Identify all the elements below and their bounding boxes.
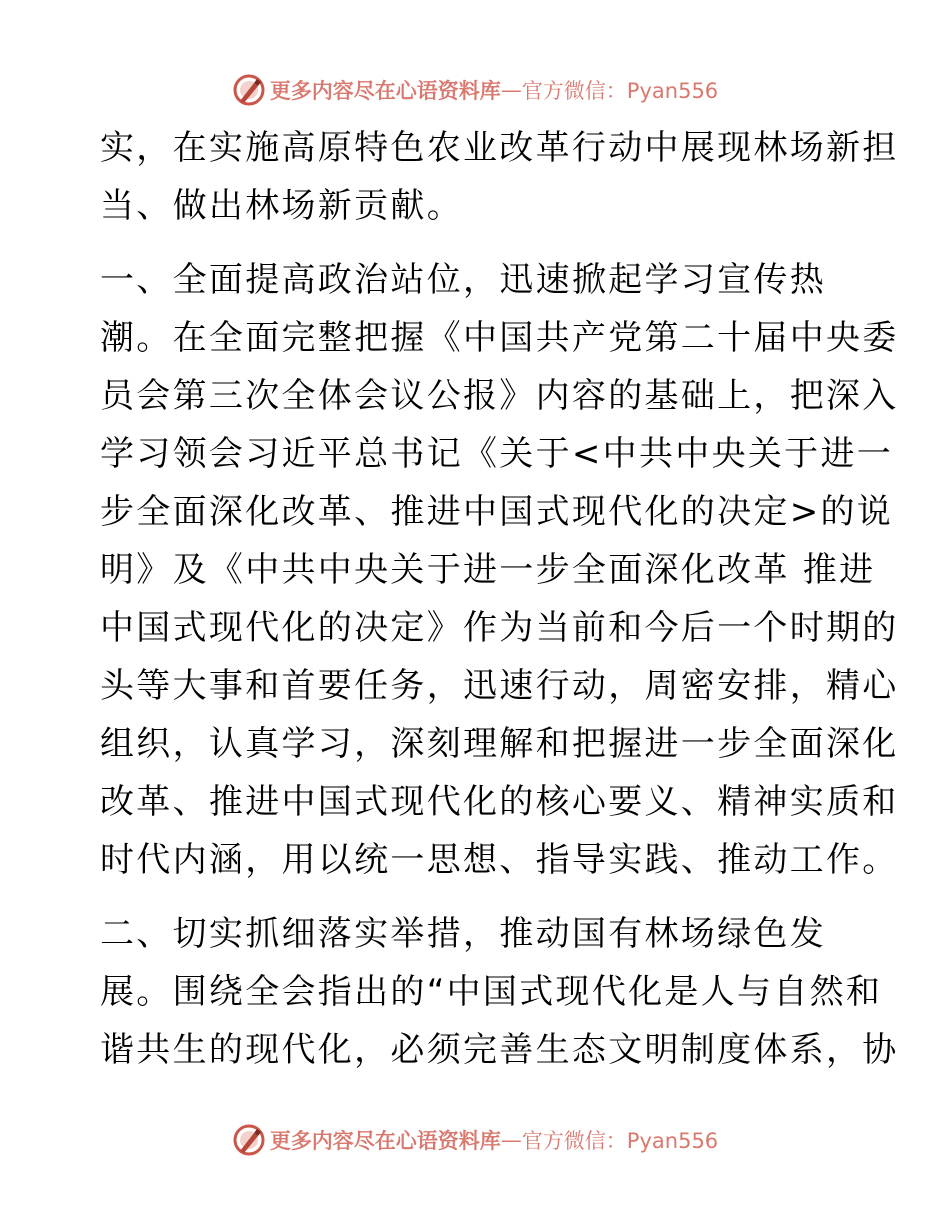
body-line: 谐共生的现代化，必须完善生态文明制度体系，协 [100, 1030, 899, 1070]
watermark-main-text: 更多内容尽在心语资料库 [269, 78, 501, 103]
watermark-separator: — [500, 1128, 522, 1152]
body-line: 一、全面提高政治站位，迅速掀起学习宣传热 [100, 260, 826, 300]
seal-pen-logo-icon [232, 1123, 266, 1157]
body-line: 员会第三次全体会议公报》内容的基础上，把深入 [100, 376, 899, 416]
body-line: 学习领会习近平总书记《关于<中共中央关于进一 [100, 434, 894, 474]
body-line: 展。围绕全会指出的“中国式现代化是人与自然和 [100, 972, 883, 1012]
watermark-wechat-text: 官方微信：Pyan556 [521, 79, 719, 103]
body-line: 明》及《中共中央关于进一步全面深化改革 推进 [100, 550, 876, 590]
body-line: 头等大事和首要任务，迅速行动，周密安排，精心 [100, 666, 899, 706]
body-line: 时代内涵，用以统一思想、指导实践、推动工作。 [100, 840, 899, 880]
header-watermark [0, 70, 950, 110]
watermark-main-text: 更多内容尽在心语资料库 [269, 1128, 501, 1153]
body-line: 组织，认真学习，深刻理解和把握进一步全面深化 [100, 724, 899, 764]
body-line: 实，在实施高原特色农业改革行动中展现林场新担 [100, 128, 899, 168]
body-line: 步全面深化改革、推进中国式现代化的决定>的说 [100, 492, 894, 532]
body-line: 二、切实抓细落实举措，推动国有林场绿色发 [100, 914, 826, 954]
watermark-separator: — [500, 78, 522, 102]
seal-pen-logo-icon [232, 73, 266, 107]
body-line: 中国式现代化的决定》作为当前和今后一个时期的 [100, 608, 899, 648]
footer-watermark [0, 1120, 950, 1160]
watermark-wechat-text: 官方微信：Pyan556 [521, 1129, 719, 1153]
body-line: 改革、推进中国式现代化的核心要义、精神实质和 [100, 782, 899, 822]
body-line: 潮。在全面完整把握《中国共产党第二十届中央委 [100, 318, 899, 358]
body-line: 当、做出林场新贡献。 [100, 186, 463, 226]
